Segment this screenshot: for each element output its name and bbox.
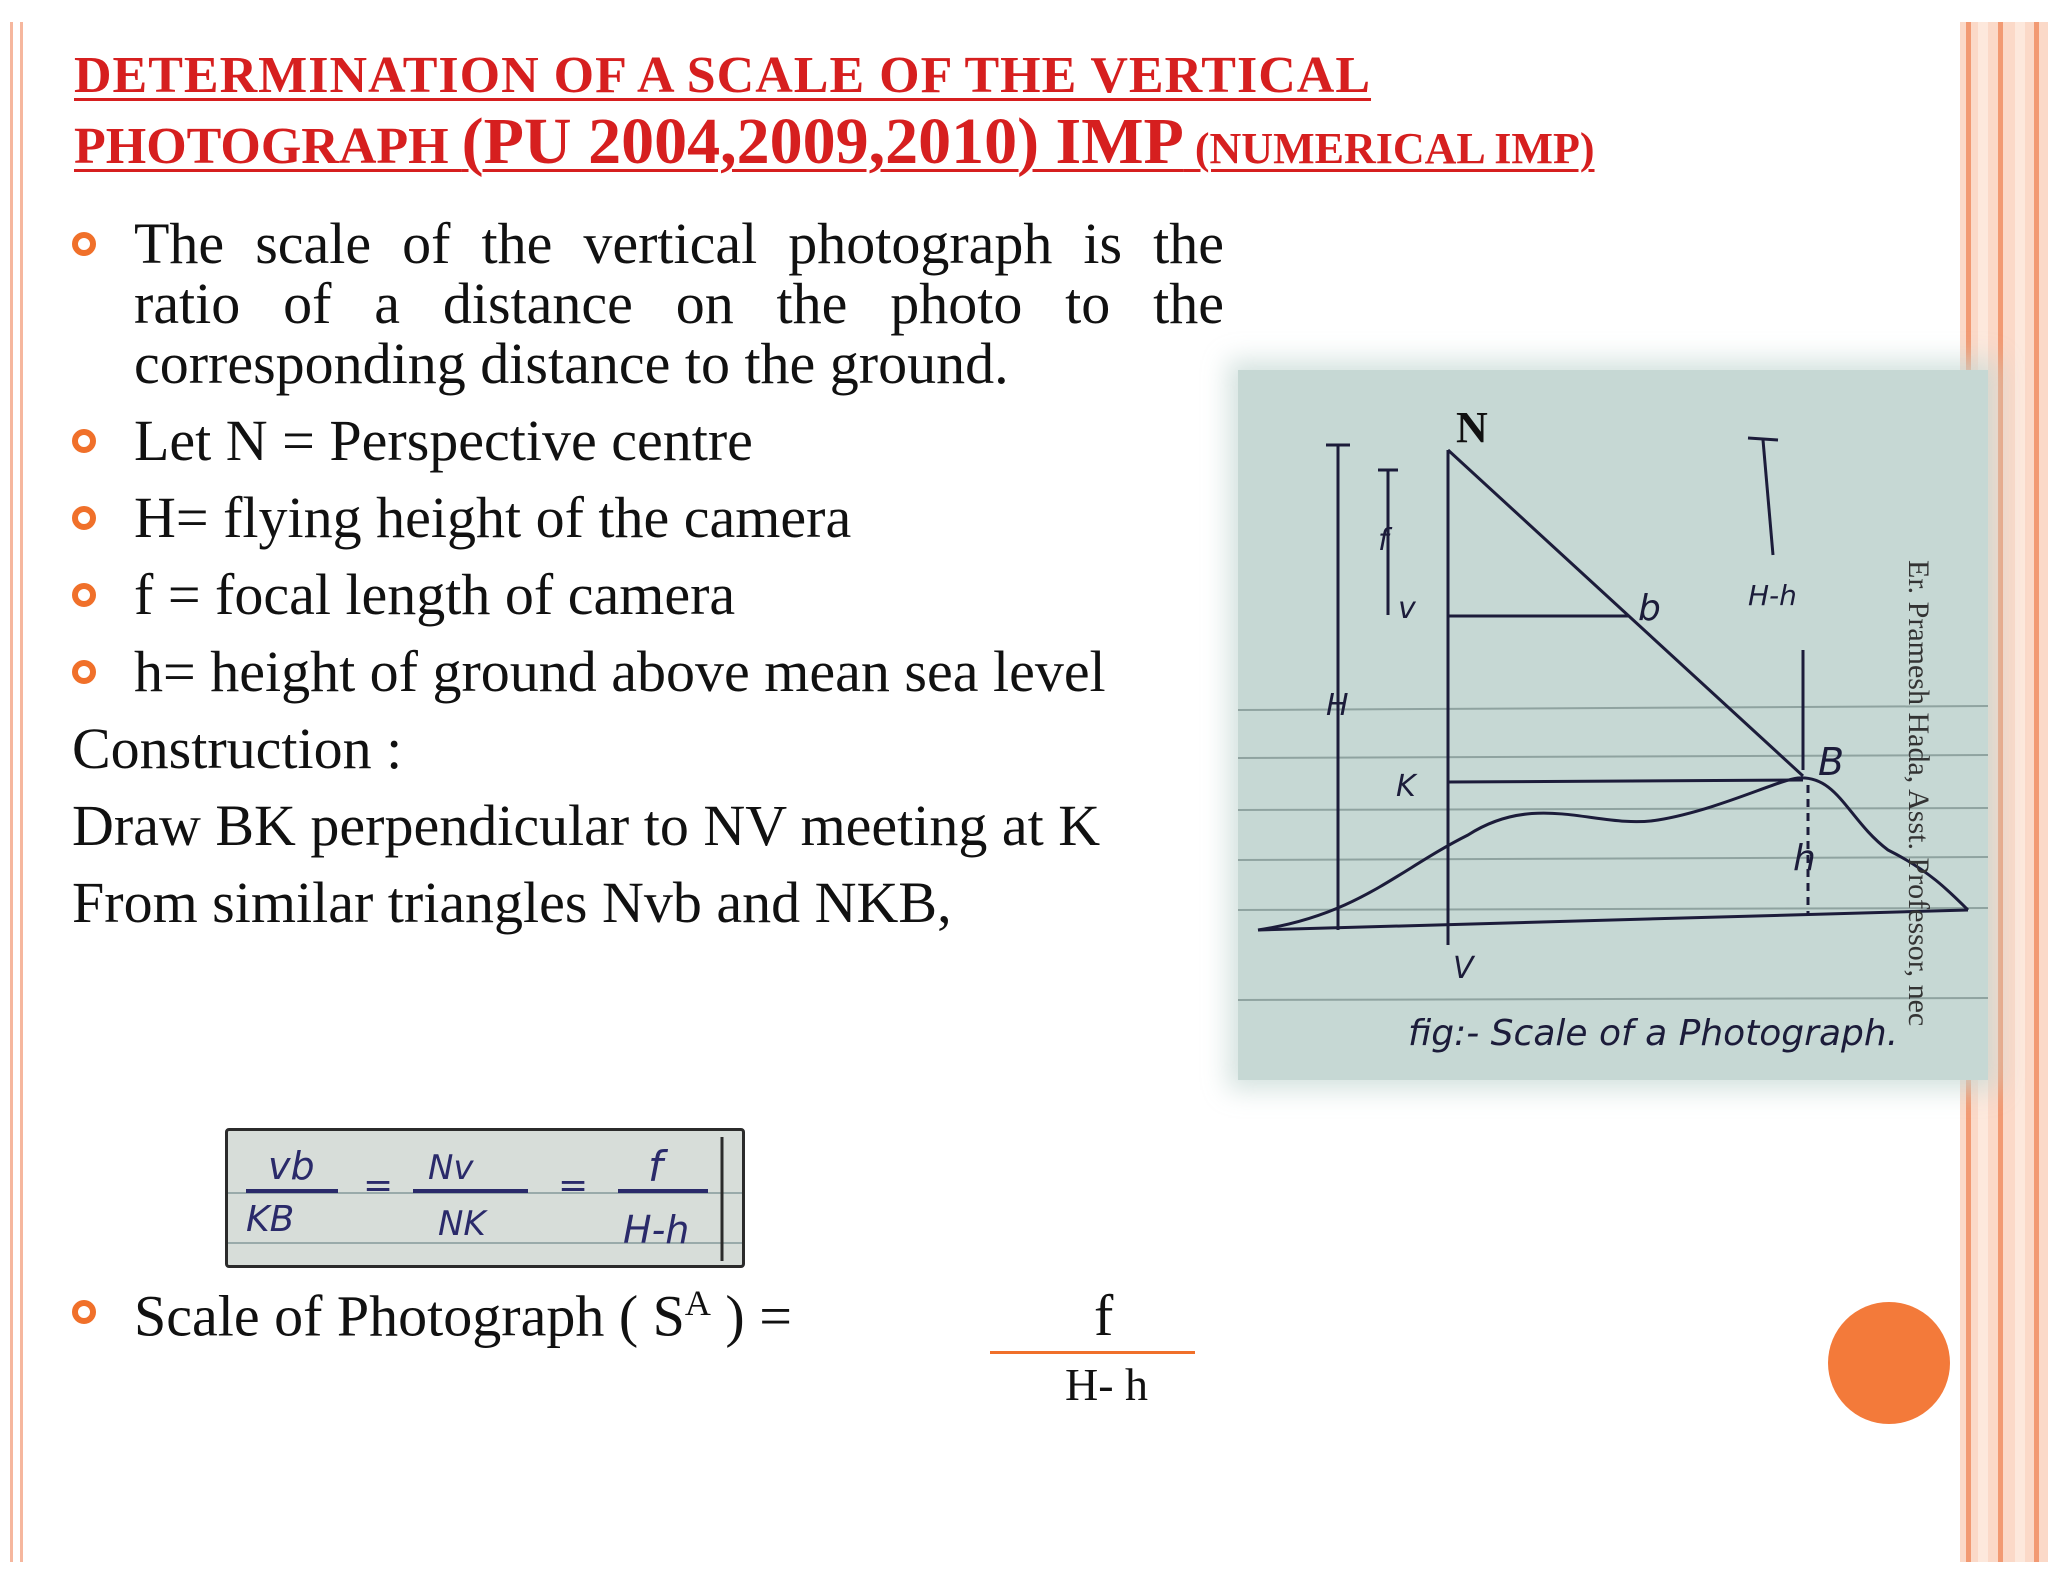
ratio-t1-num: vb xyxy=(268,1144,315,1188)
construction-step: Draw BK perpendicular to NV meeting at K xyxy=(72,793,1101,858)
bullet-icon xyxy=(72,583,96,607)
sketch-label-V: V xyxy=(1453,951,1474,986)
title-photograph: PHOTOGRAPH xyxy=(74,118,462,175)
bullet-icon xyxy=(72,660,96,684)
ratio-t3-den: H-h xyxy=(623,1208,690,1252)
bullet-perspective-centre xyxy=(72,408,1224,473)
ratio-eq-1: = xyxy=(363,1165,394,1206)
sketch-label-H: H xyxy=(1326,688,1349,723)
scale-superscript: A xyxy=(684,1283,711,1323)
construction-heading: Construction : xyxy=(72,716,403,781)
title-pu-years: (PU 2004,2009,2010) IMP xyxy=(461,105,1184,178)
bullet-text: h= height of ground above mean sea level xyxy=(134,639,1106,704)
bullet-ground-height xyxy=(72,639,1224,704)
bullet-text: The scale of the vertical photograph is the ratio of a distance on the photo to the corresponding distance to the ground. xyxy=(134,211,1224,396)
scale-fraction-bar xyxy=(990,1351,1195,1354)
sketch-label-v: v xyxy=(1398,591,1416,626)
bullet-icon xyxy=(72,1300,96,1324)
bullet-flying-height xyxy=(72,485,1224,550)
sketch-label-h: h xyxy=(1793,838,1816,879)
title-numerical: (NUMERICAL IMP) xyxy=(1183,124,1595,173)
ratio-t3-num: f xyxy=(648,1142,663,1191)
ratio-t2-den: NK xyxy=(438,1204,486,1244)
scale-label-text: Scale of Photograph ( S xyxy=(134,1283,685,1349)
author-watermark: Er. Pramesh Hada, Asst. Professor, nec xyxy=(1902,560,1935,1027)
decorative-circle xyxy=(1828,1302,1950,1424)
scale-diagram-photo xyxy=(1238,370,1988,1080)
bullet-scale-definition xyxy=(72,211,1224,396)
slide-body xyxy=(72,211,1224,950)
bullet-text: f = focal length of camera xyxy=(134,562,736,627)
scale-denominator: H- h xyxy=(1065,1359,1149,1410)
ratio-eq-2: = xyxy=(558,1165,589,1206)
sketch-label-f: f xyxy=(1378,523,1389,558)
bullet-text: Let N = Perspective centre xyxy=(134,408,753,473)
handwritten-ratio-image xyxy=(225,1128,745,1268)
left-border xyxy=(10,22,24,1562)
scale-formula-label xyxy=(72,1282,792,1349)
sketch-label-b: b xyxy=(1638,588,1661,629)
sketch-caption: fig:- Scale of a Photograph. xyxy=(1408,1013,1899,1054)
scale-label-tail: ) = xyxy=(710,1283,792,1349)
bullet-icon xyxy=(72,506,96,530)
sketch-label-B: B xyxy=(1818,740,1845,784)
ratio-t1-den: KB xyxy=(246,1199,295,1240)
similar-triangles-text: From similar triangles Nvb and NKB, xyxy=(72,870,952,935)
ratio-t2-num: Nv xyxy=(428,1148,474,1188)
sketch-label-H-h: H-h xyxy=(1748,579,1797,612)
bullet-icon xyxy=(72,232,96,256)
title-line-2 xyxy=(74,105,1595,181)
bullet-focal-length xyxy=(72,562,1224,627)
sketch-label-K: K xyxy=(1396,769,1416,804)
bullet-text: H= flying height of the camera xyxy=(134,485,852,550)
title-line-1: DETERMINATION OF A SCALE OF THE VERTICAL xyxy=(74,47,1372,104)
bullet-icon xyxy=(72,429,96,453)
slide-title xyxy=(74,44,1595,181)
scale-numerator: f xyxy=(1094,1283,1114,1348)
sketch-label-N: N xyxy=(1456,403,1488,452)
